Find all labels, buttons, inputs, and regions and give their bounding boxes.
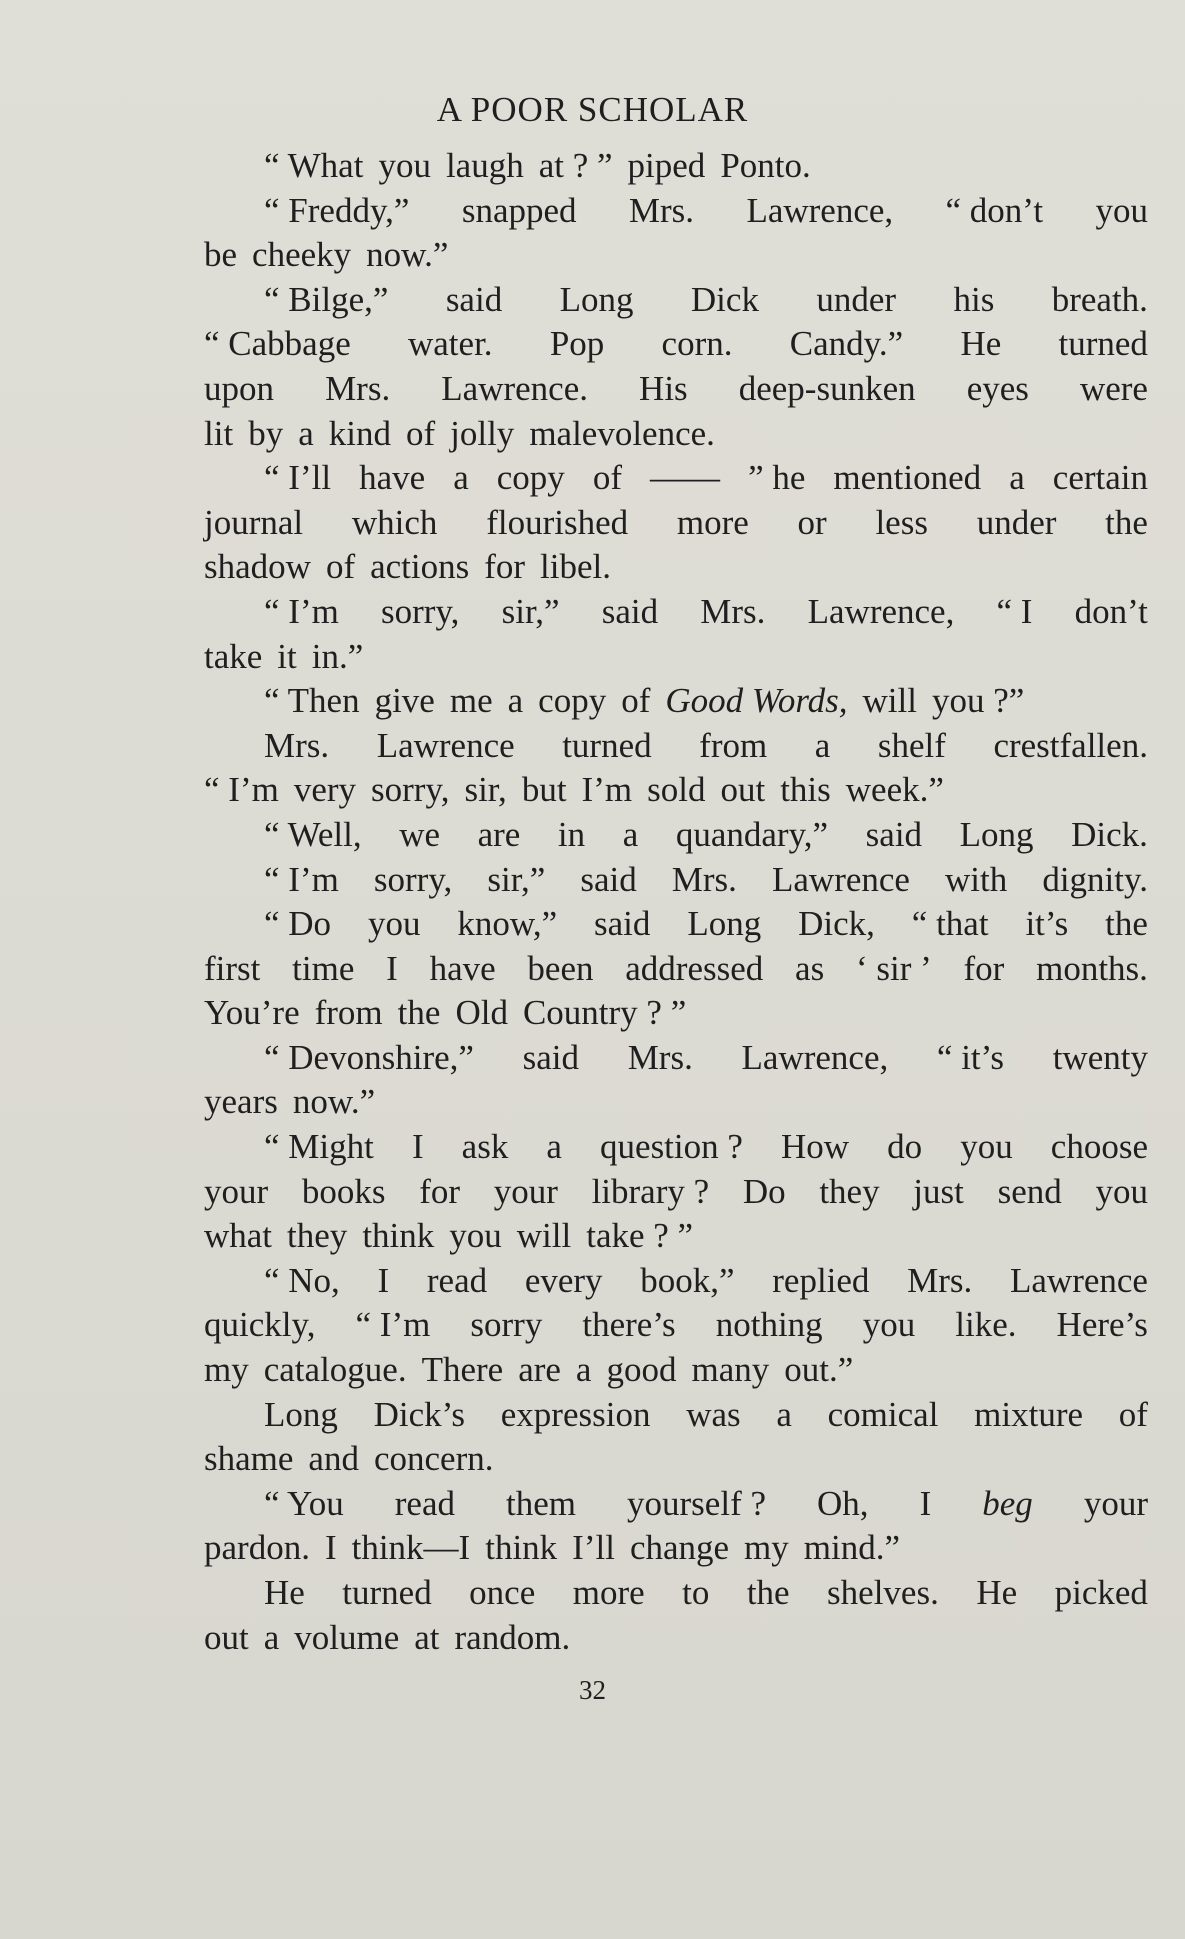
word: Candy.”	[789, 324, 904, 364]
word: lit	[204, 413, 234, 453]
word: under	[976, 502, 1057, 542]
word: first	[204, 948, 261, 988]
word: now.”	[292, 1082, 376, 1122]
word: sold	[647, 770, 706, 810]
word: be	[204, 235, 238, 275]
text-line	[204, 768, 1148, 813]
word: your	[1083, 1483, 1148, 1523]
word: Mrs.	[671, 859, 737, 899]
word: you	[378, 146, 431, 185]
word: in	[557, 814, 586, 854]
word: were	[1079, 368, 1148, 408]
word: “ it’s	[936, 1037, 1004, 1077]
word: question ?	[600, 1127, 743, 1167]
word: kind	[328, 413, 391, 453]
word: I	[411, 1127, 424, 1167]
word: quickly,	[204, 1305, 316, 1345]
text-line	[204, 501, 1148, 546]
word: for	[963, 948, 1005, 988]
word: you	[862, 1305, 916, 1345]
word: from	[314, 993, 383, 1033]
word: choose	[1050, 1127, 1148, 1167]
word: mind.”	[803, 1528, 901, 1568]
word: they	[819, 1171, 880, 1211]
word: more	[676, 502, 749, 542]
word: expression	[500, 1394, 651, 1434]
word: snapped	[461, 190, 577, 230]
word: He	[960, 324, 1002, 364]
word: “ Freddy,”	[264, 190, 410, 230]
word: know,”	[457, 904, 558, 944]
word: your	[204, 1171, 269, 1211]
word: certain	[1052, 458, 1148, 498]
text-line	[204, 991, 1148, 1036]
word: “ Do	[264, 904, 332, 944]
word: “ What	[264, 146, 364, 185]
word: libel.	[540, 547, 612, 587]
word: of	[592, 458, 622, 498]
word: actions	[370, 547, 470, 587]
word: read	[426, 1260, 488, 1300]
word: Lawrence,	[807, 591, 955, 631]
text-line	[204, 1259, 1148, 1304]
word: deep-sunken	[738, 368, 916, 408]
word: addressed	[625, 948, 764, 988]
word: Dick’s	[373, 1394, 466, 1434]
word: sir,”	[487, 859, 546, 899]
word: it	[277, 636, 297, 676]
word: Mrs.	[907, 1260, 973, 1300]
word: “ I’ll	[264, 458, 332, 498]
word: shelf	[877, 725, 946, 765]
word: his	[953, 279, 995, 319]
word: Country ? ”	[522, 993, 687, 1033]
word: sir,”	[501, 591, 560, 631]
word: “ Might	[264, 1127, 374, 1167]
word: twenty	[1052, 1037, 1148, 1077]
word: your	[493, 1171, 558, 1211]
word: Lawrence.	[441, 368, 588, 408]
word: His	[639, 368, 688, 408]
word: Ponto.	[720, 146, 811, 185]
word: ask	[461, 1127, 509, 1167]
word: quandary,”	[675, 814, 829, 854]
word: more	[572, 1573, 645, 1612]
word: less	[875, 502, 928, 542]
word: ‘ sir ’	[855, 948, 932, 988]
word: copy	[496, 458, 565, 498]
word: upon	[204, 368, 274, 408]
word: this	[780, 770, 831, 810]
word: out.”	[784, 1350, 854, 1390]
word: but	[521, 770, 567, 810]
word: time	[292, 948, 355, 988]
word: I’ll	[572, 1528, 615, 1568]
text-line	[204, 1036, 1148, 1081]
word: Lawrence	[376, 725, 515, 765]
word: ” he	[748, 458, 806, 498]
word: them	[506, 1483, 577, 1523]
word: nothing	[715, 1305, 823, 1345]
word: crestfallen.	[993, 725, 1148, 765]
word: sorry,	[371, 770, 450, 810]
word: with	[945, 859, 1008, 899]
word: I	[919, 1483, 932, 1523]
word: You’re	[204, 993, 300, 1033]
text-line	[204, 1571, 1148, 1616]
word: the	[746, 1573, 790, 1612]
word: said	[865, 814, 923, 854]
word: random.	[454, 1617, 571, 1657]
word: read	[394, 1483, 456, 1523]
word: under	[816, 279, 897, 319]
text-line	[204, 1125, 1148, 1170]
word: sorry,	[373, 859, 453, 899]
word: I	[377, 1260, 390, 1300]
word: give	[374, 681, 435, 721]
word: as	[795, 948, 825, 988]
text-line	[204, 1348, 1148, 1393]
word: breath.	[1051, 279, 1148, 319]
text-line	[204, 322, 1148, 367]
word: Long	[264, 1394, 338, 1434]
word: journal	[204, 502, 304, 542]
word: sorry,	[381, 591, 460, 631]
word: Dick.	[1071, 814, 1148, 854]
word: sorry	[470, 1305, 543, 1345]
word: you	[960, 1127, 1013, 1167]
word: the	[397, 993, 441, 1033]
word: very	[293, 770, 357, 810]
text-line	[204, 813, 1148, 858]
word: out	[720, 770, 766, 810]
word: the	[1105, 904, 1148, 944]
word: “ Well,	[264, 814, 362, 854]
word: jolly	[450, 413, 515, 453]
word: have	[429, 948, 496, 988]
word: “ Bilge,”	[264, 279, 389, 319]
word: “ don’t	[945, 190, 1044, 230]
word: Mrs.	[325, 368, 391, 408]
word: water.	[408, 324, 493, 364]
word: shelves.	[827, 1573, 939, 1612]
word: “ Devonshire,”	[264, 1037, 474, 1077]
text-line	[204, 902, 1148, 947]
word: think	[362, 1216, 435, 1256]
word: change	[629, 1528, 730, 1568]
word: shame	[204, 1439, 294, 1479]
word: what	[204, 1216, 273, 1256]
word: of	[405, 413, 436, 453]
word: out	[204, 1617, 249, 1657]
word: at ? ”	[538, 146, 613, 185]
word: Pop	[549, 324, 605, 364]
word: mentioned	[833, 458, 982, 498]
word: I’m	[581, 770, 633, 810]
word: beg	[982, 1483, 1033, 1523]
word: said	[522, 1037, 579, 1077]
word: ——	[650, 458, 721, 498]
text-line	[204, 947, 1148, 992]
word: Lawrence,	[741, 1037, 889, 1077]
text-line	[204, 590, 1148, 635]
text-line	[204, 679, 1148, 724]
word: of	[621, 681, 651, 721]
word: catalogue.	[263, 1350, 407, 1390]
word: you	[449, 1216, 502, 1256]
word: comical	[827, 1394, 939, 1434]
word: Long	[687, 904, 762, 944]
word: me	[449, 681, 493, 721]
text-line	[204, 635, 1148, 680]
word: Old	[455, 993, 508, 1033]
word: a	[814, 725, 831, 765]
text-line	[204, 233, 1148, 278]
word: a	[507, 681, 524, 721]
word: many	[691, 1350, 770, 1390]
text-line	[204, 724, 1148, 769]
word: a	[546, 1127, 562, 1167]
word: years	[204, 1082, 278, 1122]
word: they	[287, 1216, 348, 1256]
word: shadow	[204, 547, 311, 587]
word: “ I’m	[355, 1305, 431, 1345]
word: and	[308, 1439, 359, 1479]
word: will	[516, 1216, 572, 1256]
word: will	[862, 681, 917, 721]
word: pardon.	[204, 1528, 310, 1568]
word: picked	[1054, 1573, 1148, 1612]
word: “ I’m	[264, 859, 339, 899]
word: it’s	[1025, 904, 1069, 944]
word: to	[682, 1573, 710, 1612]
word: think—I	[351, 1528, 471, 1568]
word: now.”	[366, 235, 449, 275]
word: are	[477, 814, 521, 854]
word: we	[399, 814, 441, 854]
word: mixture	[974, 1394, 1084, 1434]
word: Good Words,	[665, 681, 848, 721]
word: How	[781, 1127, 850, 1167]
word: a	[776, 1394, 792, 1434]
word: corn.	[661, 324, 733, 364]
word: Dick,	[798, 904, 875, 944]
word: “ that	[911, 904, 989, 944]
word: turned	[562, 725, 652, 765]
word: There	[421, 1350, 504, 1390]
body-text	[204, 144, 1148, 1660]
word: dignity.	[1042, 859, 1148, 899]
word: said	[601, 591, 659, 631]
word: a	[263, 1617, 280, 1657]
word: week.”	[845, 770, 944, 810]
word: laugh	[445, 146, 524, 185]
word: He	[976, 1573, 1018, 1612]
text-line	[204, 412, 1148, 457]
word: by	[248, 413, 284, 453]
word: library ?	[591, 1171, 710, 1211]
word: replied	[772, 1260, 870, 1300]
text-line	[204, 189, 1148, 234]
word: don’t	[1074, 591, 1148, 631]
word: you	[367, 904, 421, 944]
word: “ I’m	[264, 591, 339, 631]
word: Mrs.	[700, 591, 766, 631]
text-line	[204, 1482, 1148, 1527]
word: Mrs.	[264, 725, 330, 765]
word: send	[997, 1171, 1062, 1211]
word: flourished	[486, 502, 629, 542]
text-line	[204, 1616, 1148, 1661]
text-line	[204, 1080, 1148, 1125]
word: “ Cabbage	[204, 324, 351, 364]
word: eyes	[966, 368, 1029, 408]
word: piped	[627, 146, 706, 185]
text-line	[204, 1437, 1148, 1482]
word: Long	[959, 814, 1034, 854]
text-line	[204, 1526, 1148, 1571]
word: Dick	[690, 279, 759, 319]
text-line	[204, 858, 1148, 903]
text-line	[204, 545, 1148, 590]
word: months.	[1036, 948, 1148, 988]
word: every	[524, 1260, 603, 1300]
word: have	[359, 458, 426, 498]
word: Oh,	[817, 1483, 869, 1523]
word: once	[469, 1573, 536, 1612]
word: the	[1105, 502, 1148, 542]
word: a	[575, 1350, 592, 1390]
text-line	[204, 278, 1148, 323]
word: Mrs.	[627, 1037, 693, 1077]
word: my	[204, 1350, 249, 1390]
word: from	[699, 725, 768, 765]
word: I	[324, 1528, 337, 1568]
word: concern.	[373, 1439, 494, 1479]
word: do	[887, 1127, 923, 1167]
word: there’s	[582, 1305, 676, 1345]
word: Lawrence,	[746, 190, 894, 230]
word: take	[204, 636, 263, 676]
word: said	[445, 279, 503, 319]
word: Do	[742, 1171, 786, 1211]
word: “ No,	[264, 1260, 340, 1300]
text-line	[204, 1303, 1148, 1348]
text-line	[204, 367, 1148, 412]
word: a	[453, 458, 469, 498]
word: you	[1095, 1171, 1148, 1211]
word: “ Then	[264, 681, 360, 721]
word: like.	[955, 1305, 1017, 1345]
word: was	[686, 1394, 741, 1434]
word: books	[301, 1171, 386, 1211]
word: my	[744, 1528, 789, 1568]
word: think	[485, 1528, 558, 1568]
word: of	[1118, 1394, 1148, 1434]
word: good	[606, 1350, 677, 1390]
word: He	[264, 1573, 305, 1612]
word: Lawrence	[1010, 1260, 1148, 1300]
word: cheeky	[252, 235, 352, 275]
word: “ I’m	[204, 770, 279, 810]
word: which	[351, 502, 438, 542]
running-head: A POOR SCHOLAR	[436, 90, 749, 129]
word: a	[1009, 458, 1025, 498]
word: take ? ”	[586, 1216, 694, 1256]
word: been	[527, 948, 594, 988]
word: you	[1095, 190, 1148, 230]
word: malevolence.	[529, 413, 715, 453]
word: volume	[294, 1617, 400, 1657]
text-line	[204, 1170, 1148, 1215]
word: copy	[538, 681, 607, 721]
word: Long	[559, 279, 634, 319]
word: or	[797, 502, 827, 542]
text-line	[204, 456, 1148, 501]
word: in.”	[311, 636, 364, 676]
word: Lawrence	[772, 859, 910, 899]
text-line	[204, 1393, 1148, 1438]
word: of	[325, 547, 356, 587]
word: “ You	[264, 1483, 344, 1523]
word: said	[580, 859, 637, 899]
word: for	[484, 547, 526, 587]
word: Mrs.	[628, 190, 695, 230]
word: book,”	[640, 1260, 735, 1300]
word: for	[419, 1171, 460, 1211]
word: turned	[1058, 324, 1148, 364]
page-number: 32	[579, 1675, 606, 1705]
word: “ I	[996, 591, 1033, 631]
word: Here’s	[1056, 1305, 1148, 1345]
word: a	[298, 413, 314, 453]
text-line	[204, 1214, 1148, 1259]
word: said	[594, 904, 651, 944]
word: at	[414, 1617, 440, 1657]
text-line	[204, 144, 1148, 189]
word: I	[386, 948, 398, 988]
word: just	[913, 1171, 964, 1211]
word: you ?”	[931, 681, 1025, 721]
word: a	[622, 814, 639, 854]
word: yourself ?	[627, 1483, 767, 1523]
word: are	[518, 1350, 561, 1390]
word: sir,	[464, 770, 507, 810]
word: turned	[342, 1573, 432, 1612]
